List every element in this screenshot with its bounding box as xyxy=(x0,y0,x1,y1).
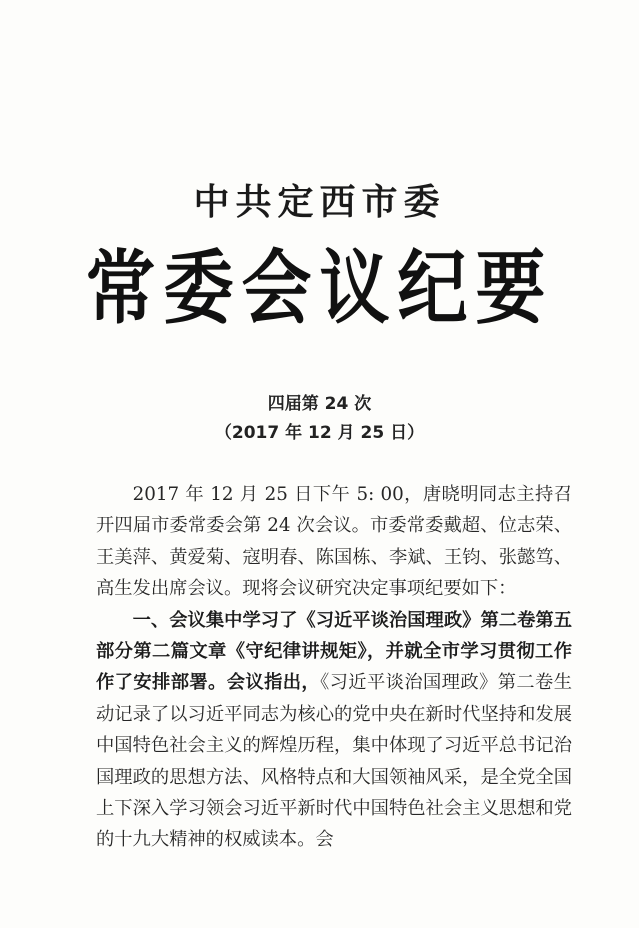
issuing-org-title: 中共定西市委 xyxy=(193,182,446,223)
item-1-text: 《习近平谈治国理政》第二卷生动记录了以习近平同志为核心的党中央在新时代坚持和发展中国特色社会主义的辉煌历程，集中体现了习近平总书记治国理政的思想方法、风格特点和大国领袖风采，是全党全国上下深入学习领会习近平新时代中国特色社会主义思想和党的十九大精神的权威读本。会 xyxy=(96,672,572,851)
document-type-title: 常委会议纪要 xyxy=(85,240,554,336)
document-body xyxy=(96,479,572,856)
meeting-date: （2017 年 12 月 25 日） xyxy=(214,423,425,443)
intro-paragraph: 2017 年 12 月 25 日下午 5: 00，唐晓明同志主持召开四届市委常委会第 24 次会议。市委常委戴超、位志荣、王美萍、黄爱菊、寇明春、陈国栋、李斌、王钧、张懿笃、高生发出席会议。现将会议研究决定事项纪要如下： xyxy=(96,484,572,600)
session-number: 四届第 24 次 xyxy=(267,394,372,414)
item-1-heading: 一、会议集中学习了《习近平谈治国理政》第二卷第五部分第二篇文章《守纪律讲规矩》，并就全市学习贯彻工作作了安排部署。会议指出， xyxy=(96,609,572,694)
item-1-paragraph xyxy=(96,605,572,856)
